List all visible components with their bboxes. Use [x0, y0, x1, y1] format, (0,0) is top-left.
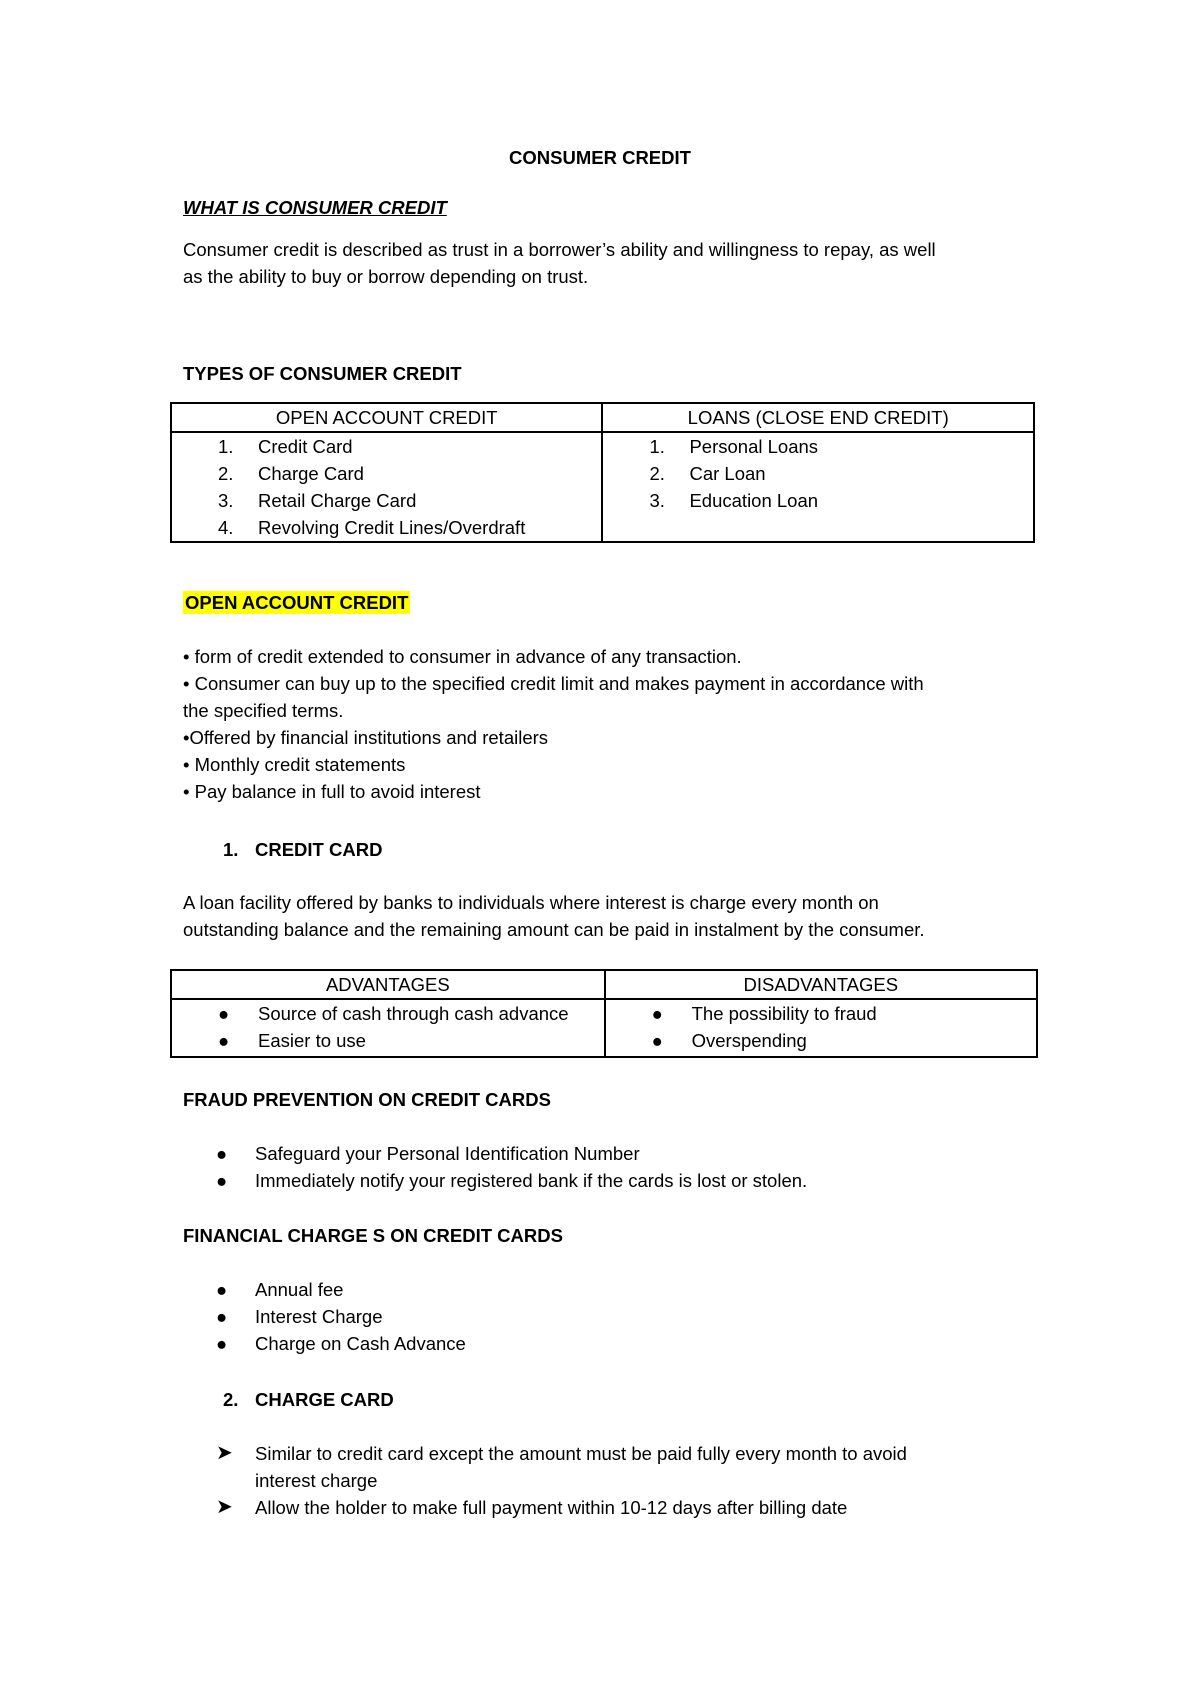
list-item: 1. Personal Loans — [649, 436, 819, 457]
bullet-line: the specified terms. — [183, 700, 344, 721]
bullet-line: • Monthly credit statements — [183, 754, 406, 775]
list-item: ● Charge on Cash Advance — [183, 1330, 1043, 1357]
open-account-cell — [171, 432, 602, 542]
bullet-icon: ● — [216, 1333, 228, 1354]
list-item: 2. Car Loan — [649, 463, 766, 484]
bullet-line: • form of credit extended to consumer in advance of any transaction. — [183, 646, 742, 667]
paragraph-line: as the ability to buy or borrow depending on trust. — [183, 266, 589, 287]
table-header-advantages: ADVANTAGES — [171, 970, 605, 999]
list-item: 2. Charge Card — [218, 463, 364, 484]
list-item: ➤ Allow the holder to make full payment within 10-12 days after billing date — [183, 1494, 1043, 1521]
bullet-icon: ● — [651, 1003, 663, 1024]
list-item: ● The possibility to fraud — [606, 1000, 1036, 1027]
bullet-icon: ● — [216, 1170, 228, 1191]
fraud-list — [183, 1140, 1043, 1194]
list-item: 3. Retail Charge Card — [218, 490, 417, 511]
what-is-heading: WHAT IS CONSUMER CREDIT — [183, 197, 447, 218]
what-is-paragraph — [183, 236, 1043, 290]
bullet-icon: ● — [216, 1306, 228, 1327]
bullet-icon: ● — [216, 1143, 228, 1164]
list-item: ● Interest Charge — [183, 1303, 1043, 1330]
credit-card-heading: 1. CREDIT CARD — [223, 839, 383, 860]
paragraph-line: Consumer credit is described as trust in a borrower’s ability and willingness to repay, as well — [183, 239, 936, 260]
table-header-loans: LOANS (CLOSE END CREDIT) — [602, 403, 1034, 432]
list-item: 3. Education Loan — [649, 490, 819, 511]
paragraph-line: A loan facility offered by banks to individuals where interest is charge every month on — [183, 892, 879, 913]
bullet-line: • Pay balance in full to avoid interest — [183, 781, 481, 802]
highlighted-heading: OPEN ACCOUNT CREDIT — [185, 592, 409, 613]
charge-card-heading: 2. CHARGE CARD — [223, 1389, 394, 1410]
loans-cell — [602, 432, 1034, 542]
open-account-points — [183, 643, 1043, 805]
fraud-heading: FRAUD PREVENTION ON CREDIT CARDS — [183, 1089, 551, 1110]
list-item: ● Annual fee — [183, 1276, 1043, 1303]
charge-card-list — [183, 1440, 1043, 1521]
list-item: ● Safeguard your Personal Identification Number — [183, 1140, 1043, 1167]
bullet-icon: ● — [216, 1279, 228, 1300]
document-title: CONSUMER CREDIT — [509, 147, 691, 168]
bullet-icon: ● — [651, 1030, 663, 1051]
arrow-bullet-icon: ➤ — [216, 1442, 233, 1464]
bullet-icon: ● — [218, 1003, 230, 1024]
bullet-icon: ● — [218, 1030, 230, 1051]
bullet-line: • Consumer can buy up to the specified credit limit and makes payment in accordance with — [183, 673, 924, 694]
list-item: ➤ Similar to credit card except the amount must be paid fully every month to avoid interest charge — [216, 1442, 907, 1491]
list-item: ● Easier to use — [172, 1027, 604, 1054]
types-table — [170, 402, 1035, 543]
paragraph-line: outstanding balance and the remaining amount can be paid in instalment by the consumer. — [183, 919, 925, 940]
advantages-table — [170, 969, 1038, 1058]
advantages-cell — [171, 999, 605, 1057]
credit-card-paragraph — [183, 889, 1043, 943]
list-item: 4. Revolving Credit Lines/Overdraft — [218, 517, 526, 538]
table-header-disadvantages: DISADVANTAGES — [605, 970, 1037, 999]
list-item: ● Overspending — [606, 1027, 1036, 1054]
open-account-heading — [183, 589, 1043, 616]
arrow-bullet-icon: ➤ — [216, 1496, 233, 1518]
list-item: 1. Credit Card — [218, 436, 353, 457]
types-heading: TYPES OF CONSUMER CREDIT — [183, 363, 462, 384]
list-item: ● Immediately notify your registered bank if the cards is lost or stolen. — [183, 1167, 1043, 1194]
charges-list — [183, 1276, 1043, 1357]
disadvantages-cell — [605, 999, 1037, 1057]
table-header-open-account: OPEN ACCOUNT CREDIT — [171, 403, 602, 432]
bullet-line: •Offered by financial institutions and retailers — [183, 727, 549, 748]
charges-heading: FINANCIAL CHARGE S ON CREDIT CARDS — [183, 1225, 563, 1246]
list-item: ● Source of cash through cash advance — [172, 1000, 604, 1027]
